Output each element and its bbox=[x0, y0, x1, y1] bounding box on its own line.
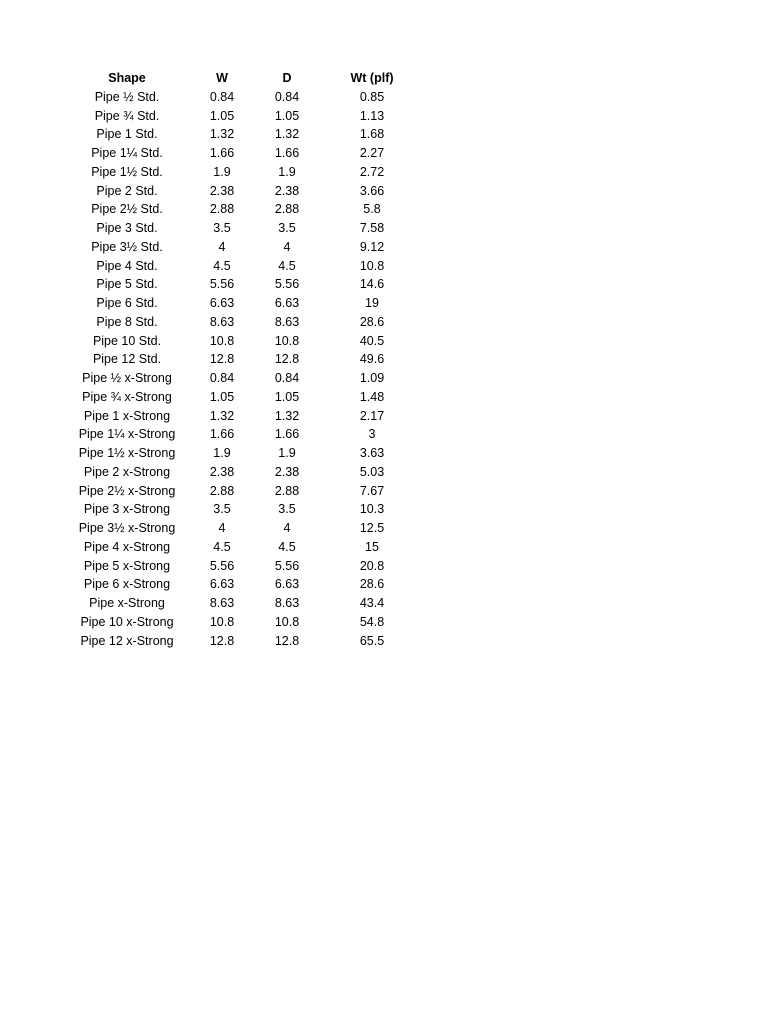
cell-w: 12.8 bbox=[209, 633, 235, 648]
table-row bbox=[76, 575, 436, 594]
cell-wt: 3.66 bbox=[359, 183, 385, 198]
cell-wt: 43.4 bbox=[359, 596, 385, 610]
cell-shape: Pipe 12 x-Strong bbox=[80, 633, 174, 648]
table-row bbox=[76, 163, 436, 182]
cell-d: 4 bbox=[283, 239, 291, 254]
table-row bbox=[76, 350, 436, 369]
cell-w: 8.63 bbox=[209, 314, 235, 329]
header-wt: Wt (plf) bbox=[350, 71, 394, 85]
cell-shape: Pipe ½ x-Strong bbox=[82, 371, 172, 385]
table-row bbox=[76, 538, 436, 557]
cell-d: 1.66 bbox=[274, 146, 300, 160]
cell-shape: Pipe 10 Std. bbox=[92, 333, 162, 348]
cell-shape: Pipe x-Strong bbox=[89, 596, 165, 610]
cell-wt: 1.13 bbox=[359, 108, 385, 123]
cell-wt: 65.5 bbox=[359, 633, 385, 648]
cell-w: 1.66 bbox=[209, 146, 235, 160]
cell-shape: Pipe 3 Std. bbox=[96, 221, 158, 235]
cell-w: 5.56 bbox=[209, 558, 235, 573]
cell-wt: 10.8 bbox=[359, 258, 385, 273]
cell-wt: 9.12 bbox=[359, 239, 385, 254]
cell-wt: 7.67 bbox=[359, 483, 385, 498]
cell-shape: Pipe 3 x-Strong bbox=[83, 502, 171, 517]
cell-d: 12.8 bbox=[274, 633, 300, 648]
cell-wt: 5.03 bbox=[359, 464, 385, 479]
cell-wt: 54.8 bbox=[359, 614, 385, 629]
table-row bbox=[76, 332, 436, 351]
cell-wt: 12.5 bbox=[359, 521, 385, 535]
cell-wt: 2.27 bbox=[359, 146, 385, 160]
cell-d: 1.9 bbox=[278, 164, 296, 179]
cell-wt: 14.6 bbox=[359, 277, 385, 292]
cell-wt: 3.63 bbox=[359, 446, 385, 460]
cell-w: 4.5 bbox=[213, 539, 231, 554]
cell-d: 4.5 bbox=[278, 539, 296, 554]
cell-wt: 0.85 bbox=[359, 89, 385, 104]
cell-d: 0.84 bbox=[274, 371, 300, 385]
cell-w: 2.88 bbox=[209, 202, 235, 217]
cell-w: 3.5 bbox=[213, 221, 231, 235]
pipe-properties-table bbox=[76, 69, 436, 650]
cell-w: 4 bbox=[218, 521, 226, 535]
cell-shape: Pipe 10 x-Strong bbox=[80, 614, 174, 629]
cell-shape: Pipe 1 Std. bbox=[96, 127, 158, 142]
cell-d: 12.8 bbox=[274, 352, 300, 367]
cell-d: 1.05 bbox=[274, 108, 300, 123]
cell-w: 0.84 bbox=[209, 89, 235, 104]
table-row bbox=[76, 425, 436, 444]
cell-shape: Pipe 3½ Std. bbox=[91, 239, 163, 254]
cell-d: 5.56 bbox=[274, 558, 300, 573]
cell-wt: 19 bbox=[365, 296, 379, 310]
cell-shape: Pipe 4 x-Strong bbox=[83, 539, 171, 554]
table-row bbox=[76, 294, 436, 313]
cell-d: 8.63 bbox=[274, 596, 300, 610]
cell-d: 10.8 bbox=[274, 333, 300, 348]
table-row bbox=[76, 275, 436, 294]
table-row bbox=[76, 257, 436, 276]
cell-w: 8.63 bbox=[209, 596, 235, 610]
table-row bbox=[76, 313, 436, 332]
cell-w: 10.8 bbox=[209, 614, 235, 629]
cell-w: 5.56 bbox=[209, 277, 235, 292]
cell-w: 1.9 bbox=[213, 446, 231, 460]
cell-w: 2.38 bbox=[209, 464, 235, 479]
cell-d: 6.63 bbox=[274, 296, 300, 310]
cell-wt: 3 bbox=[368, 427, 376, 442]
cell-shape: Pipe 2½ x-Strong bbox=[78, 483, 176, 498]
cell-shape: Pipe ¾ Std. bbox=[94, 108, 160, 123]
table-header bbox=[76, 69, 436, 88]
cell-wt: 28.6 bbox=[359, 314, 385, 329]
table-row bbox=[76, 594, 436, 613]
cell-w: 3.5 bbox=[213, 502, 231, 517]
cell-wt: 7.58 bbox=[359, 221, 385, 235]
cell-shape: Pipe 1½ x-Strong bbox=[78, 446, 176, 460]
table-row bbox=[76, 613, 436, 632]
cell-w: 0.84 bbox=[209, 371, 235, 385]
header-w: W bbox=[216, 71, 228, 85]
cell-d: 1.9 bbox=[278, 446, 296, 460]
cell-w: 12.8 bbox=[209, 352, 235, 367]
cell-shape: Pipe 1½ Std. bbox=[91, 164, 163, 179]
cell-w: 2.88 bbox=[209, 483, 235, 498]
cell-shape: Pipe 5 Std. bbox=[96, 277, 158, 292]
cell-shape: Pipe ¾ x-Strong bbox=[82, 389, 172, 404]
cell-shape: Pipe 5 x-Strong bbox=[83, 558, 171, 573]
cell-w: 1.9 bbox=[213, 164, 231, 179]
cell-w: 1.05 bbox=[209, 108, 235, 123]
table-row bbox=[76, 632, 436, 651]
cell-shape: Pipe 4 Std. bbox=[96, 258, 158, 273]
cell-d: 4.5 bbox=[278, 258, 296, 273]
cell-wt: 20.8 bbox=[359, 558, 385, 573]
cell-shape: Pipe 2 x-Strong bbox=[83, 464, 171, 479]
table-row bbox=[76, 219, 436, 238]
cell-wt: 1.09 bbox=[359, 371, 385, 385]
table-row bbox=[76, 500, 436, 519]
cell-w: 1.66 bbox=[209, 427, 235, 442]
cell-wt: 40.5 bbox=[359, 333, 385, 348]
cell-d: 4 bbox=[283, 521, 291, 535]
cell-wt: 2.72 bbox=[359, 164, 385, 179]
table-row bbox=[76, 407, 436, 426]
cell-d: 1.05 bbox=[274, 389, 300, 404]
cell-wt: 10.3 bbox=[359, 502, 385, 517]
cell-w: 10.8 bbox=[209, 333, 235, 348]
table-row bbox=[76, 482, 436, 501]
cell-d: 2.88 bbox=[274, 202, 300, 217]
cell-shape: Pipe 8 Std. bbox=[96, 314, 158, 329]
cell-d: 6.63 bbox=[274, 577, 300, 592]
cell-w: 6.63 bbox=[209, 296, 235, 310]
cell-w: 4 bbox=[218, 239, 226, 254]
cell-d: 8.63 bbox=[274, 314, 300, 329]
cell-wt: 2.17 bbox=[359, 408, 385, 423]
table-row bbox=[76, 444, 436, 463]
cell-shape: Pipe 1 x-Strong bbox=[83, 408, 171, 423]
cell-d: 0.84 bbox=[274, 89, 300, 104]
table-row bbox=[76, 388, 436, 407]
cell-shape: Pipe 1¼ Std. bbox=[91, 146, 163, 160]
cell-d: 10.8 bbox=[274, 614, 300, 629]
cell-w: 6.63 bbox=[209, 577, 235, 592]
cell-d: 1.32 bbox=[274, 408, 300, 423]
table-body bbox=[76, 88, 436, 651]
table-row bbox=[76, 200, 436, 219]
cell-d: 2.88 bbox=[274, 483, 300, 498]
cell-d: 1.66 bbox=[274, 427, 300, 442]
cell-wt: 1.48 bbox=[359, 389, 385, 404]
cell-wt: 5.8 bbox=[363, 202, 381, 217]
cell-d: 3.5 bbox=[278, 221, 296, 235]
table-row bbox=[76, 238, 436, 257]
cell-d: 3.5 bbox=[278, 502, 296, 517]
cell-shape: Pipe 2 Std. bbox=[96, 183, 158, 198]
cell-wt: 1.68 bbox=[359, 127, 385, 142]
cell-wt: 28.6 bbox=[359, 577, 385, 592]
cell-d: 5.56 bbox=[274, 277, 300, 292]
table-row bbox=[76, 144, 436, 163]
cell-w: 1.05 bbox=[209, 389, 235, 404]
table-row bbox=[76, 369, 436, 388]
table-row bbox=[76, 88, 436, 107]
cell-shape: Pipe 2½ Std. bbox=[91, 202, 163, 217]
cell-w: 1.32 bbox=[209, 408, 235, 423]
header-row bbox=[76, 69, 436, 88]
cell-shape: Pipe ½ Std. bbox=[94, 89, 160, 104]
cell-d: 2.38 bbox=[274, 464, 300, 479]
cell-wt: 15 bbox=[365, 539, 379, 554]
table-row bbox=[76, 557, 436, 576]
header-d: D bbox=[282, 71, 292, 85]
cell-wt: 49.6 bbox=[359, 352, 385, 367]
cell-shape: Pipe 1¼ x-Strong bbox=[78, 427, 176, 442]
cell-w: 2.38 bbox=[209, 183, 235, 198]
cell-w: 4.5 bbox=[213, 258, 231, 273]
table-row bbox=[76, 182, 436, 201]
cell-shape: Pipe 12 Std. bbox=[92, 352, 162, 367]
cell-w: 1.32 bbox=[209, 127, 235, 142]
table-row bbox=[76, 519, 436, 538]
table-row bbox=[76, 107, 436, 126]
cell-shape: Pipe 6 Std. bbox=[96, 296, 158, 310]
table-row bbox=[76, 125, 436, 144]
table-row bbox=[76, 463, 436, 482]
cell-shape: Pipe 3½ x-Strong bbox=[78, 521, 176, 535]
cell-d: 2.38 bbox=[274, 183, 300, 198]
cell-d: 1.32 bbox=[274, 127, 300, 142]
cell-shape: Pipe 6 x-Strong bbox=[83, 577, 171, 592]
header-shape: Shape bbox=[108, 71, 146, 85]
